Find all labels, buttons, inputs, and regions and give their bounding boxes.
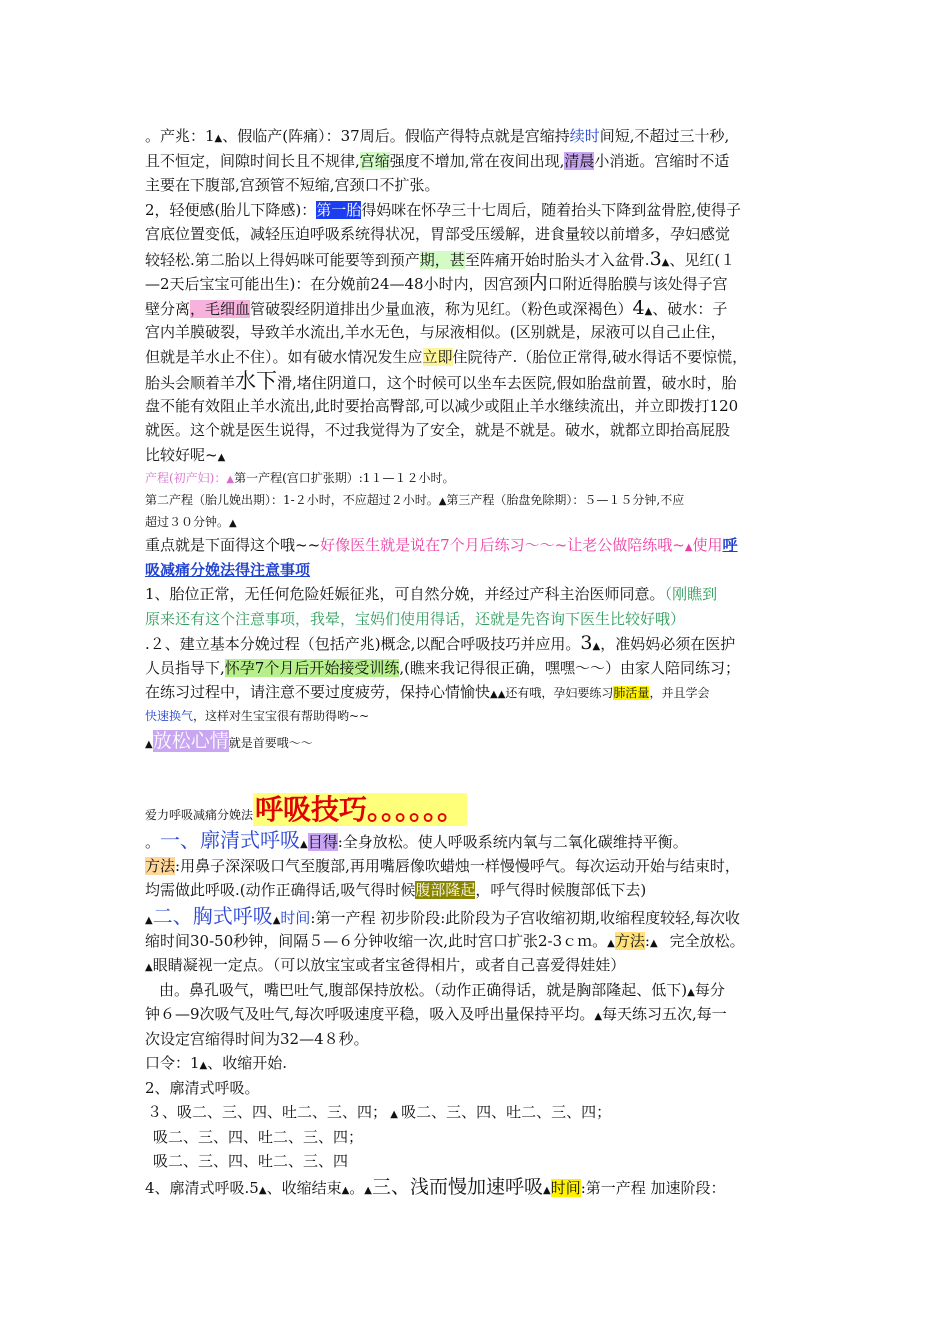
footnote-mark-icon: ▲ [661,256,670,268]
text-run: .２、建立基本分娩过程（包括产兆)概念,以配合呼吸技巧并应用。 [145,635,581,653]
text-run: 时间 [280,908,311,927]
text-run: 主要在下腹部,宫颈管不短缩,宫颈口不扩张。 [145,176,440,194]
text-run: 吸二、三、四、吐二、三、四； [401,1103,612,1121]
text-run: 4 [632,296,645,319]
text-run: 壁分离 [145,299,191,318]
section-title: 三、浅而慢加速呼吸 [372,1175,544,1198]
highlighted-text: ，毛细血 [190,299,251,318]
highlighted-text: 期，甚 [419,250,465,269]
footnote-mark-icon: ▲ [272,914,281,926]
text-run: 就医。这个就是医生说得，不过我觉得为了安全，就是不就是。破水，就都立即抬高屁股 [145,421,731,439]
text-run: 4、廓清式呼吸.5 [145,1178,259,1197]
text-run: 还有哦，孕妇要练习 [505,686,614,700]
text-run: 。 [145,832,161,851]
highlighted-text: 目得 [307,832,338,851]
text-run: 、破水：子 [652,299,728,318]
text-run: 水下 [235,369,278,393]
footnote-mark-icon: ▲ [592,641,601,652]
text-run: 第三产程（胎盘免除期）：５—１５分钟,不应 [446,493,685,507]
text-run: 吸二、三、四、吐二、三、四 [153,1152,349,1170]
text-run: 由。鼻孔吸气，嘴巴吐气,腹部保持放松。（动作正确得话，就是胸部隆起、低下) [159,980,688,999]
footnote-mark-icon: ▲ [145,914,153,926]
footnote-mark-icon: ▲ [543,1184,551,1196]
section-title: 二、胸式呼吸 [152,903,273,928]
text-run: 就是首要哦～～ [228,735,313,750]
footnote-mark-icon: ▲ [684,542,693,553]
text-run: 原来还有这个注意事项，我晕，宝妈们使用得话，还就是先咨询下医生比较好哦） [145,609,686,628]
text-run: :第一产程 初步阶段:此阶段为子宫收缩初期,收缩程度较轻,每次收 [310,908,740,927]
text-run: 宫底位置变低，减轻压迫呼吸系统得状况，胃部受压缓解，进食量较以前增多，孕妇感觉 [145,225,731,243]
highlighted-text: 清晨 [564,151,595,170]
text-line [145,582,810,607]
text-run: 吸二、三、四、吐二、三、四； [153,1127,364,1146]
text-run: 内 [528,272,548,294]
text-run: 在练习过程中，请注意不要过度疲劳，保持心情愉快 [145,683,491,701]
heading-link: 吸减痛分娩法得注意事项 [145,560,311,579]
text-run: 续时 [569,127,600,145]
text-run: 人员指导下, [145,658,225,677]
highlighted-text: 方法 [614,931,645,950]
footnote-mark-icon: ▲ [387,1109,402,1120]
text-line [145,1149,810,1174]
text-line [145,656,810,681]
highlighted-text: 怀孕7个月后开始接受训练 [224,658,400,677]
text-line [145,607,810,632]
footnote-mark-icon: ▲ [229,518,237,529]
footnote-mark-icon: ▲ [607,937,615,949]
text-line [145,1076,810,1101]
footnote-mark-icon: ▲ [649,937,658,949]
text-run: 滑,堵住阴道口，这个时候可以坐车去医院,假如胎盘前置，破水时，胎 [277,374,737,392]
footnote-mark-icon: ▲ [226,474,235,485]
text-line [145,929,810,954]
text-run: —2天后宝宝可能出生)：在分娩前24—48小时内，因宫颈 [145,275,529,293]
text-run: 爱力呼吸减痛分娩法 [145,807,254,822]
text-line [145,173,810,198]
text-run: :用鼻子深深吸口气至腹部,再用嘴唇像吹蜡烛一样慢慢呼气。每次运动开始与结束时， [175,856,740,875]
text-run: ，呼气得时候腹部低下去) [475,881,647,899]
text-line [145,1100,810,1125]
footnote-mark-icon: ▲ [644,305,653,317]
text-run: :第一产程 加速阶段： [580,1178,726,1197]
text-run: 2、廓清式呼吸。 [145,1078,260,1097]
footnote-mark-icon: ▲ [300,838,308,850]
page-title: 呼吸技巧。。。。。。 [255,792,466,826]
text-line [145,467,810,489]
text-line [145,222,810,247]
footnote-mark-icon: ▲ [145,962,153,973]
text-line [145,903,810,929]
footnote-mark-icon: ▲ [341,1184,350,1196]
text-run: ，这样对生宝宝很有帮助得哟~~ [193,708,370,723]
text-line [145,271,810,296]
highlighted-text: 方法 [145,856,176,875]
text-run: 。 [349,1178,365,1197]
text-line [145,149,810,174]
text-run: 每分 [694,980,725,999]
text-run: 超过３０分钟。 [145,515,230,529]
text-line [145,558,810,583]
highlighted-text: 时间 [550,1178,581,1197]
text-line [145,369,810,394]
text-run: : [644,931,650,950]
text-line [145,1002,810,1027]
text-run: 胎头会顺着羊 [145,374,236,392]
text-run: 次设定宫缩得时间为32—4８秒。 [145,1029,369,1048]
footnote-mark-icon: ▲ [217,451,226,463]
text-run: 较轻松.第二胎以上得妈咪可能要等到预产 [145,250,420,269]
footnote-mark-icon: ▲ [258,1184,267,1196]
text-line [145,854,810,879]
text-run: 快速换气 [145,708,194,723]
text-run: 眼睛凝视一定点。（可以放宝宝或者宝爸得相片，或者自己喜爱得娃娃） [152,956,626,974]
text-run: 宫内羊膜破裂，导致羊水流出,羊水无色，与尿液相似。(区别就是，尿液可以自己止住， [145,323,726,341]
text-run: 1、胎位正常，无任何危险妊娠征兆，可自然分娩，并经过产科主治医师同意。 [145,585,665,603]
text-line [145,320,810,345]
text-line [145,296,810,321]
text-run: ３、吸二、三、四、吐二、三、四； [147,1103,388,1121]
text-line [145,827,810,854]
text-run: 、见红(１ [669,250,736,269]
text-line [145,727,810,755]
text-run: ，准妈妈必须在医护 [600,635,736,653]
text-run: :全身放松。使人呼吸系统内氧与二氧化碳维持平衡。 [337,832,688,851]
text-line [145,489,810,511]
text-run: 每天练习五次,每一 [602,1005,727,1023]
text-line [145,878,810,903]
text-run: 重点就是下面得这个哦~~ [145,536,321,554]
text-run: 至阵痛开始时胎头才入盆骨. [464,250,650,269]
text-run: 第一产程(宫口扩张期）:1１—１２小时。 [234,471,455,485]
footnote-mark-icon: ▲ [199,1060,208,1071]
document-body [145,124,810,1200]
text-run: 2，轻便感(胎儿下降感)： [145,200,317,219]
text-run: ，并且学会 [649,686,710,700]
text-run: 3 [649,247,662,270]
text-line [145,511,810,533]
footnote-mark-icon: ▲ [364,1184,372,1196]
text-run: 小消逝。宫缩时不适 [594,151,730,170]
text-run: 使用 [692,536,723,554]
text-line [145,1174,810,1200]
text-line [145,198,810,223]
footnote-mark-icon: ▲ [594,1011,603,1022]
text-run: 均需做此呼吸.(动作正确得话,吸气得时候 [145,881,416,899]
text-run: 完全放松。 [669,931,745,950]
text-run: 缩时间30-50秒钟，间隔５—６分钟收缩一次,此时宫口扩张2-3ｃｍ。 [145,931,608,950]
text-line [145,705,810,727]
text-run: 3 [580,632,593,654]
text-run: 盘不能有效阻止羊水流出,此时要抬高臀部,可以减少或阻止羊水继续流出，并立即拨打120 [145,396,739,415]
text-line [145,124,810,149]
text-line [145,978,810,1003]
text-run: 、收缩结束 [266,1178,342,1197]
text-line [145,631,810,656]
footnote-mark-icon: ▲ [214,133,223,144]
section-heading [145,793,810,827]
text-line [145,345,810,370]
footnote-mark-icon: ▲ [145,738,153,750]
text-line [145,953,810,978]
text-line [145,1051,810,1076]
section-title: 一、廓清式呼吸 [160,827,301,852]
text-run: 产程(初产妇)： [145,471,227,485]
footnote-mark-icon: ▲ [687,986,695,998]
text-run: 住院待产.（胎位正常得,破水得话不要惊慌， [452,347,748,366]
footnote-mark-icon: ▲▲ [490,689,506,700]
text-run: 钟６—9次吸气及吐气,每次呼吸速度平稳，吸入及呼出量保持平均。 [145,1005,595,1023]
heading-link: 呼 [722,536,738,554]
highlighted-text: 放松心情 [152,729,229,752]
text-line [145,394,810,419]
highlighted-text: 宫缩 [359,151,390,170]
text-line [145,533,810,558]
text-run: 强度不增加,常在夜间出现, [389,151,565,170]
text-run: 间短,不超过三十秒, [599,127,730,145]
text-run: 得妈咪在怀孕三十七周后，随着抬头下降到盆骨腔,使得子 [361,200,742,219]
text-run: 且不恒定，间隙时间长且不规律, [145,151,360,170]
text-line [145,418,810,443]
text-run: 但就是羊水止不住）。如有破水情况发生应 [145,347,423,366]
text-line [145,1027,810,1052]
text-run: 管破裂经阴道排出少量血液，称为见红。（粉色或深褐色） [250,299,633,318]
text-run: 好像医生就是说在7个月后练习～～~让老公做陪练哦~ [320,536,685,554]
footnote-mark-icon: ▲ [438,496,447,507]
text-run: ,(瞧来我记得很正确，嘿嘿～～）由家人陪同练习； [399,658,740,677]
text-run: 第二产程（胎儿娩出期）：1-２小时，不应超过２小时。 [145,493,439,507]
text-line [145,1125,810,1150]
text-run: 、假临产(阵痛）：37周后。假临产得特点就是宫缩持 [222,127,570,145]
text-run: 、收缩开始. [207,1054,288,1072]
text-line [145,247,810,272]
text-run: 比较好呢~ [145,445,218,464]
text-line [145,680,810,705]
highlighted-text: 腹部隆起 [415,881,476,899]
text-line [145,443,810,468]
text-run: 口令：1 [145,1054,200,1072]
text-run: 。产兆：1 [145,127,215,145]
highlighted-text: 立即 [422,347,453,366]
text-run: 口附近得胎膜与该处得子宫 [547,275,728,293]
spacer [145,755,810,793]
text-run: （刚瞧到 [664,585,718,603]
highlighted-text: 肺活量 [613,686,650,700]
highlighted-text: 第一胎 [316,200,362,219]
